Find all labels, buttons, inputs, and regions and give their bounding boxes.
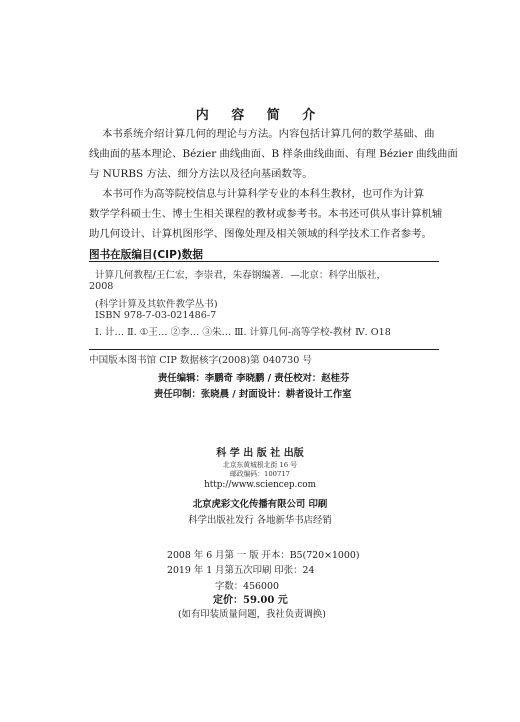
printer-line: 北京虎彩文化传播有限公司 印刷 [192,499,328,510]
cip-bottom-rule [89,349,439,350]
page-title: 内 容 简 介 [195,108,325,123]
intro-line: 助几何设计、计算机图形学、图像处理及相关领域的科学技术工作者参考。 [89,228,432,240]
distributor-line: 科学出版社发行 各地新华书店经销 [188,515,332,526]
cip-line: Ⅰ. 计… Ⅱ. ①王… ②李… ③朱… Ⅲ. 计算几何-高等学校-教材 Ⅳ. O18 [95,327,391,338]
intro-line: 线曲面的基本理论、Bézier 曲线曲面、B 样条曲线曲面、有理 Bézier 曲线曲面 [89,148,458,160]
publisher-website: http://www.sciencep.com [204,480,316,490]
price-line: 定价：59.00 元 [213,595,288,606]
editor-line: 责任编辑：李鹏奇 李晓鹏 / 责任校对：赵桂芬 [158,373,350,384]
cip-line: (科学计算及其软件教学丛书) [95,299,218,310]
intro-line: 与 NURBS 方法、细分方法以及径向基函数等。 [89,168,313,180]
publisher-postcode: 邮政编码：100717 [230,470,290,478]
editor-line: 责任印制：张晓晨 / 封面设计：耕者设计工作室 [154,389,352,400]
cip-line: ISBN 978-7-03-021486-7 [95,310,217,321]
edition-line: 2008 年 6 月第 一 版 开本：B5(720×1000) [167,550,360,561]
intro-line: 数学学科硕士生、博士生相关课程的教材或参考书。本书还可供从事计算机辅 [89,208,443,220]
quality-notice: (如有印装质量问题，我社负责调换) [178,609,326,620]
wordcount-line: 字数：456000 [215,581,279,592]
publisher-name: 科 学 出 版 社 出版 [216,448,304,459]
intro-line: 本书系统介绍计算几何的理论与方法。内容包括计算几何的数学基础、曲 [102,128,435,140]
cip-heading: 图书在版编目(CIP)数据 [89,249,203,261]
cip-line: 2008 [89,281,114,292]
cip-line: 中国版本图书馆 CIP 数据核字(2008)第 040730 号 [89,355,313,366]
cip-line: 计算几何教程/王仁宏，李崇君，朱春钢编著．—北京：科学出版社， [95,270,387,281]
publisher-address: 北京东黄城根北街 16 号 [222,461,298,469]
printing-line: 2019 年 1 月第五次印刷 印张：24 [167,565,315,576]
cip-top-rule [89,261,439,262]
intro-line: 本书可作为高等院校信息与计算科学专业的本科生教材，也可作为计算 [102,188,425,200]
